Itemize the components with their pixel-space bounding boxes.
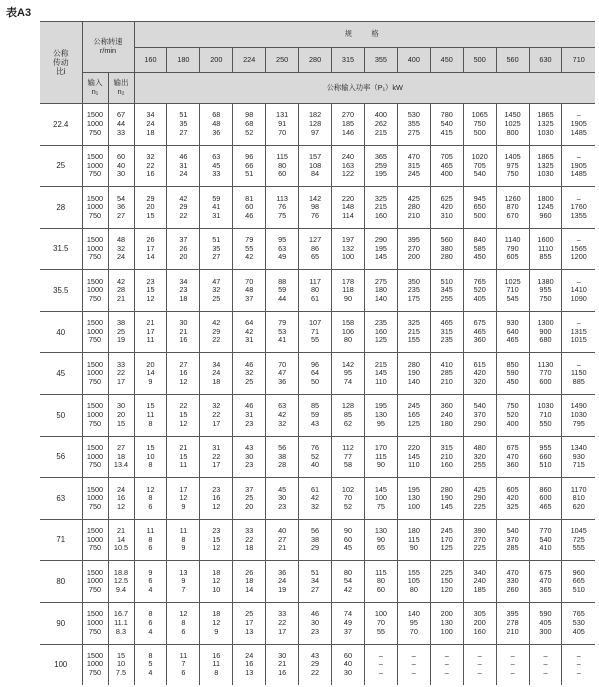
power-cell-500: 305 200 160 xyxy=(463,602,496,644)
power-cell-500: 540 370 290 xyxy=(463,395,496,437)
power-cell-355: 195 130 95 xyxy=(364,395,397,437)
power-cell-315: 178 118 90 xyxy=(332,270,365,312)
power-cell-315: 197 132 100 xyxy=(332,228,365,270)
power-cell-280: 61 42 32 xyxy=(299,478,332,520)
ratio-cell: 63 xyxy=(40,478,82,520)
table-row xyxy=(40,561,595,603)
power-cell-200: 31 22 17 xyxy=(200,436,233,478)
power-cell-180: 12 8 6 xyxy=(167,602,200,644)
power-cell-500: 1065 750 500 xyxy=(463,104,496,146)
power-cell-250: 36 24 19 xyxy=(266,561,299,603)
power-cell-400: 140 95 70 xyxy=(397,602,430,644)
power-cell-200: 59 41 31 xyxy=(200,187,233,229)
power-cell-710: – 1760 1355 xyxy=(562,187,595,229)
output-speed-cell: 60 40 30 xyxy=(108,145,134,187)
power-cell-250: 40 27 21 xyxy=(266,519,299,561)
power-cell-200: 34 24 18 xyxy=(200,353,233,395)
power-cell-250: 88 59 44 xyxy=(266,270,299,312)
power-cell-500: 1020 705 540 xyxy=(463,145,496,187)
input-speed-cell: 1500 1000 750 xyxy=(82,270,108,312)
input-speed-cell: 1500 1000 750 xyxy=(82,602,108,644)
power-cell-180: 34 23 18 xyxy=(167,270,200,312)
power-cell-180: 13 9 7 xyxy=(167,561,200,603)
power-cell-355: 215 145 110 xyxy=(364,353,397,395)
power-cell-280: 46 30 23 xyxy=(299,602,332,644)
power-cell-355: 100 70 55 xyxy=(364,602,397,644)
power-cell-710: – 1410 1090 xyxy=(562,270,595,312)
input-speed-cell: 1500 1000 750 xyxy=(82,104,108,146)
header-ratio: 公称 传动 比i xyxy=(40,22,82,104)
power-cell-355: 235 160 125 xyxy=(364,311,397,353)
power-cell-450: 360 240 180 xyxy=(430,395,463,437)
header-size-224: 224 xyxy=(233,48,266,73)
power-cell-450: 780 540 415 xyxy=(430,104,463,146)
power-cell-400: – – – xyxy=(397,644,430,685)
power-cell-500: 390 270 225 xyxy=(463,519,496,561)
power-cell-160: 15 10 8 xyxy=(134,436,167,478)
power-cell-224: 37 25 20 xyxy=(233,478,266,520)
power-cell-250: 30 21 16 xyxy=(266,644,299,685)
ratio-cell: 50 xyxy=(40,395,82,437)
power-cell-160: 15 11 8 xyxy=(134,395,167,437)
output-speed-cell: 27 18 13.4 xyxy=(108,436,134,478)
power-cell-280: 85 59 43 xyxy=(299,395,332,437)
power-cell-180: 27 16 12 xyxy=(167,353,200,395)
power-cell-250: 70 47 36 xyxy=(266,353,299,395)
ratio-cell: 71 xyxy=(40,519,82,561)
input-speed-cell: 1500 1000 750 xyxy=(82,436,108,478)
power-cell-450: 225 150 120 xyxy=(430,561,463,603)
power-cell-250: 113 76 75 xyxy=(266,187,299,229)
output-speed-cell: 16.7 11.1 8.3 xyxy=(108,602,134,644)
power-cell-450: 705 465 400 xyxy=(430,145,463,187)
header-size-500: 500 xyxy=(463,48,496,73)
power-cell-180: 17 12 9 xyxy=(167,478,200,520)
table-row xyxy=(40,104,595,146)
power-cell-280: 107 71 55 xyxy=(299,311,332,353)
power-cell-200: 23 15 12 xyxy=(200,519,233,561)
power-cell-500: 945 650 500 xyxy=(463,187,496,229)
power-cell-180: 11 7 6 xyxy=(167,644,200,685)
power-cell-450: 410 285 210 xyxy=(430,353,463,395)
power-cell-160: 32 22 16 xyxy=(134,145,167,187)
output-speed-cell: 48 32 24 xyxy=(108,228,134,270)
header-spec: 规 格 xyxy=(134,22,595,48)
power-cell-280: 76 52 40 xyxy=(299,436,332,478)
power-cell-500: 765 520 405 xyxy=(463,270,496,312)
input-speed-cell: 1500 1000 750 xyxy=(82,644,108,685)
power-cell-710: 1490 1030 795 xyxy=(562,395,595,437)
power-cell-560: 675 470 360 xyxy=(496,436,529,478)
power-cell-500: – – – xyxy=(463,644,496,685)
power-cell-560: 930 640 465 xyxy=(496,311,529,353)
power-cell-200: 68 48 36 xyxy=(200,104,233,146)
power-cell-315: 240 163 122 xyxy=(332,145,365,187)
power-cell-400: 245 165 125 xyxy=(397,395,430,437)
power-cell-224: 79 55 42 xyxy=(233,228,266,270)
power-cell-224: 64 42 31 xyxy=(233,311,266,353)
table-row xyxy=(40,644,595,685)
table-row xyxy=(40,478,595,520)
power-cell-250: 115 80 60 xyxy=(266,145,299,187)
power-cell-630: 770 540 410 xyxy=(529,519,562,561)
power-cell-500: 840 585 450 xyxy=(463,228,496,270)
table-row xyxy=(40,145,595,187)
power-cell-280: 96 64 50 xyxy=(299,353,332,395)
table-caption: 表A3 xyxy=(6,7,32,19)
input-speed-cell: 1500 1000 750 xyxy=(82,353,108,395)
power-cell-315: 80 54 42 xyxy=(332,561,365,603)
header-size-280: 280 xyxy=(299,48,332,73)
power-cell-315: 102 70 52 xyxy=(332,478,365,520)
power-cell-224: 70 48 37 xyxy=(233,270,266,312)
power-cell-355: 290 195 145 xyxy=(364,228,397,270)
power-cell-710: – 1315 1015 xyxy=(562,311,595,353)
power-cell-400: 155 105 80 xyxy=(397,561,430,603)
power-cell-355: – – – xyxy=(364,644,397,685)
power-cell-560: 395 278 210 xyxy=(496,602,529,644)
power-cell-250: 33 22 17 xyxy=(266,602,299,644)
power-cell-224: 24 16 13 xyxy=(233,644,266,685)
power-cell-315: 60 40 30 xyxy=(332,644,365,685)
table-row xyxy=(40,436,595,478)
header-size-630: 630 xyxy=(529,48,562,73)
power-cell-160: 20 14 9 xyxy=(134,353,167,395)
table-body xyxy=(40,104,595,686)
power-cell-180: 21 15 11 xyxy=(167,436,200,478)
power-cell-160: 21 17 11 xyxy=(134,311,167,353)
power-cell-160: 34 24 18 xyxy=(134,104,167,146)
power-cell-400: 220 145 110 xyxy=(397,436,430,478)
ratio-cell: 35.5 xyxy=(40,270,82,312)
power-cell-200: 51 35 27 xyxy=(200,228,233,270)
power-cell-160: 29 20 15 xyxy=(134,187,167,229)
ratio-cell: 25 xyxy=(40,145,82,187)
power-cell-400: 425 280 210 xyxy=(397,187,430,229)
power-cell-400: 280 190 140 xyxy=(397,353,430,395)
power-cell-280: 127 86 65 xyxy=(299,228,332,270)
input-speed-cell: 1500 1000 750 xyxy=(82,228,108,270)
power-cell-180: 37 26 20 xyxy=(167,228,200,270)
power-cell-450: 560 380 280 xyxy=(430,228,463,270)
ratio-cell: 40 xyxy=(40,311,82,353)
header-size-560: 560 xyxy=(496,48,529,73)
power-cell-280: 56 38 29 xyxy=(299,519,332,561)
ratio-cell: 90 xyxy=(40,602,82,644)
power-cell-200: 32 22 17 xyxy=(200,395,233,437)
power-cell-710: – 1150 885 xyxy=(562,353,595,395)
power-cell-355: 275 180 140 xyxy=(364,270,397,312)
output-speed-cell: 33 22 17 xyxy=(108,353,134,395)
output-speed-cell: 54 36 27 xyxy=(108,187,134,229)
input-speed-cell: 1500 1000 750 xyxy=(82,145,108,187)
power-cell-500: 480 320 255 xyxy=(463,436,496,478)
output-speed-cell: 30 20 15 xyxy=(108,395,134,437)
ratio-cell: 31.5 xyxy=(40,228,82,270)
header-speed: 公称转速 r/min xyxy=(82,22,134,73)
table-row xyxy=(40,519,595,561)
output-speed-cell: 15 10 7.5 xyxy=(108,644,134,685)
output-speed-cell: 24 16 12 xyxy=(108,478,134,520)
power-cell-355: 130 90 65 xyxy=(364,519,397,561)
power-cell-560: 1450 1025 800 xyxy=(496,104,529,146)
power-cell-355: 325 215 160 xyxy=(364,187,397,229)
header-size-250: 250 xyxy=(266,48,299,73)
power-cell-315: 142 95 74 xyxy=(332,353,365,395)
power-cell-500: 340 240 185 xyxy=(463,561,496,603)
power-cell-710: 1045 725 555 xyxy=(562,519,595,561)
power-cell-224: 46 31 23 xyxy=(233,395,266,437)
power-cell-200: 42 29 22 xyxy=(200,311,233,353)
power-cell-355: 365 259 195 xyxy=(364,145,397,187)
power-cell-710: – 1905 1485 xyxy=(562,104,595,146)
power-cell-280: 43 29 22 xyxy=(299,644,332,685)
output-speed-cell: 21 14 10.5 xyxy=(108,519,134,561)
input-speed-cell: 1500 1000 750 xyxy=(82,311,108,353)
power-cell-250: 95 63 49 xyxy=(266,228,299,270)
input-speed-cell: 1500 1000 750 xyxy=(82,561,108,603)
power-cell-630: 1865 1325 1030 xyxy=(529,104,562,146)
power-cell-450: 200 130 100 xyxy=(430,602,463,644)
header-size-450: 450 xyxy=(430,48,463,73)
power-cell-630: 860 600 465 xyxy=(529,478,562,520)
power-cell-224: 43 30 23 xyxy=(233,436,266,478)
header-size-355: 355 xyxy=(364,48,397,73)
power-cell-560: 750 520 400 xyxy=(496,395,529,437)
power-cell-500: 425 290 225 xyxy=(463,478,496,520)
power-cell-560: 1025 710 545 xyxy=(496,270,529,312)
power-cell-160: 8 6 4 xyxy=(134,602,167,644)
table-row xyxy=(40,270,595,312)
power-cell-560: 1140 790 605 xyxy=(496,228,529,270)
power-cell-160: 11 8 6 xyxy=(134,519,167,561)
power-cell-160: 8 5 4 xyxy=(134,644,167,685)
power-cell-280: 142 98 76 xyxy=(299,187,332,229)
power-cell-560: – – – xyxy=(496,644,529,685)
output-speed-cell: 38 25 19 xyxy=(108,311,134,353)
power-cell-200: 63 45 33 xyxy=(200,145,233,187)
header-size-710: 710 xyxy=(562,48,595,73)
power-cell-224: 46 32 25 xyxy=(233,353,266,395)
power-cell-355: 400 262 215 xyxy=(364,104,397,146)
power-cell-180: 30 21 16 xyxy=(167,311,200,353)
power-cell-500: 675 465 360 xyxy=(463,311,496,353)
power-cell-315: 220 148 114 xyxy=(332,187,365,229)
power-cell-315: 270 185 146 xyxy=(332,104,365,146)
power-cell-560: 850 590 450 xyxy=(496,353,529,395)
power-cell-250: 56 38 28 xyxy=(266,436,299,478)
ratio-cell: 56 xyxy=(40,436,82,478)
power-rating-table xyxy=(40,21,595,685)
power-cell-224: 81 60 46 xyxy=(233,187,266,229)
power-cell-630: 1800 1245 960 xyxy=(529,187,562,229)
power-cell-450: 280 190 145 xyxy=(430,478,463,520)
power-cell-560: 540 370 285 xyxy=(496,519,529,561)
power-cell-450: – – – xyxy=(430,644,463,685)
power-cell-630: 1865 1325 1030 xyxy=(529,145,562,187)
ratio-cell: 28 xyxy=(40,187,82,229)
table-row xyxy=(40,311,595,353)
header-size-200: 200 xyxy=(200,48,233,73)
power-cell-450: 465 315 235 xyxy=(430,311,463,353)
power-cell-710: – – – xyxy=(562,644,595,685)
power-cell-400: 195 130 100 xyxy=(397,478,430,520)
power-cell-560: 470 330 260 xyxy=(496,561,529,603)
table-row xyxy=(40,228,595,270)
power-cell-224: 98 68 52 xyxy=(233,104,266,146)
power-cell-355: 145 100 75 xyxy=(364,478,397,520)
table-row xyxy=(40,353,595,395)
output-speed-cell: 42 28 21 xyxy=(108,270,134,312)
power-cell-180: 51 35 27 xyxy=(167,104,200,146)
power-cell-710: 1170 810 620 xyxy=(562,478,595,520)
input-speed-cell: 1500 1000 750 xyxy=(82,519,108,561)
power-cell-200: 47 32 25 xyxy=(200,270,233,312)
ratio-cell: 100 xyxy=(40,644,82,685)
power-cell-280: 117 80 61 xyxy=(299,270,332,312)
power-cell-315: 74 49 37 xyxy=(332,602,365,644)
header-power: 公称输入功率（P₁）kW xyxy=(134,73,595,104)
power-cell-180: 22 15 12 xyxy=(167,395,200,437)
power-cell-200: 23 16 12 xyxy=(200,478,233,520)
power-cell-500: 615 420 320 xyxy=(463,353,496,395)
power-cell-630: 1130 770 600 xyxy=(529,353,562,395)
power-cell-160: 26 17 14 xyxy=(134,228,167,270)
power-cell-315: 90 60 45 xyxy=(332,519,365,561)
power-cell-355: 115 80 60 xyxy=(364,561,397,603)
power-cell-250: 131 91 70 xyxy=(266,104,299,146)
power-cell-315: 158 106 80 xyxy=(332,311,365,353)
header-size-180: 180 xyxy=(167,48,200,73)
power-cell-710: 1340 930 715 xyxy=(562,436,595,478)
header-input: 输入 n₁ xyxy=(82,73,108,104)
power-cell-315: 112 77 58 xyxy=(332,436,365,478)
power-cell-224: 33 22 18 xyxy=(233,519,266,561)
power-cell-710: – 1565 1200 xyxy=(562,228,595,270)
header-size-160: 160 xyxy=(134,48,167,73)
power-cell-250: 45 30 23 xyxy=(266,478,299,520)
power-cell-710: 765 530 405 xyxy=(562,602,595,644)
power-cell-560: 1260 870 670 xyxy=(496,187,529,229)
power-cell-280: 51 34 27 xyxy=(299,561,332,603)
power-cell-180: 42 29 22 xyxy=(167,187,200,229)
power-cell-450: 510 345 255 xyxy=(430,270,463,312)
power-cell-630: 955 660 510 xyxy=(529,436,562,478)
power-cell-200: 18 12 10 xyxy=(200,561,233,603)
ratio-cell: 45 xyxy=(40,353,82,395)
header-size-315: 315 xyxy=(332,48,365,73)
power-cell-400: 530 355 275 xyxy=(397,104,430,146)
input-speed-cell: 1500 1000 750 xyxy=(82,187,108,229)
power-cell-630: 1300 900 680 xyxy=(529,311,562,353)
power-cell-160: 23 15 12 xyxy=(134,270,167,312)
power-cell-630: – – – xyxy=(529,644,562,685)
output-speed-cell: 67 44 33 xyxy=(108,104,134,146)
power-cell-200: 16 11 8 xyxy=(200,644,233,685)
power-cell-224: 96 66 51 xyxy=(233,145,266,187)
power-cell-250: 63 42 32 xyxy=(266,395,299,437)
power-cell-180: 11 8 9 xyxy=(167,519,200,561)
input-speed-cell: 1500 1000 750 xyxy=(82,395,108,437)
power-cell-450: 625 420 310 xyxy=(430,187,463,229)
power-cell-400: 350 235 175 xyxy=(397,270,430,312)
power-cell-160: 12 8 6 xyxy=(134,478,167,520)
table-row xyxy=(40,395,595,437)
power-cell-224: 26 18 14 xyxy=(233,561,266,603)
power-cell-630: 675 470 365 xyxy=(529,561,562,603)
power-cell-400: 395 270 200 xyxy=(397,228,430,270)
power-cell-180: 46 31 24 xyxy=(167,145,200,187)
power-cell-280: 157 108 84 xyxy=(299,145,332,187)
power-cell-710: – 1905 1485 xyxy=(562,145,595,187)
header-size-400: 400 xyxy=(397,48,430,73)
power-cell-355: 170 115 90 xyxy=(364,436,397,478)
power-cell-450: 245 170 125 xyxy=(430,519,463,561)
power-cell-315: 128 85 62 xyxy=(332,395,365,437)
power-cell-400: 180 115 90 xyxy=(397,519,430,561)
ratio-cell: 80 xyxy=(40,561,82,603)
power-cell-630: 1030 710 550 xyxy=(529,395,562,437)
power-cell-224: 25 17 13 xyxy=(233,602,266,644)
power-cell-450: 315 210 160 xyxy=(430,436,463,478)
power-cell-560: 1405 975 750 xyxy=(496,145,529,187)
power-cell-560: 605 420 325 xyxy=(496,478,529,520)
power-cell-630: 1380 955 750 xyxy=(529,270,562,312)
header-output: 输出 n₂ xyxy=(108,73,134,104)
power-cell-400: 325 215 155 xyxy=(397,311,430,353)
input-speed-cell: 1500 1000 750 xyxy=(82,478,108,520)
power-cell-400: 470 315 245 xyxy=(397,145,430,187)
table-row xyxy=(40,602,595,644)
table-row xyxy=(40,187,595,229)
power-cell-280: 182 128 97 xyxy=(299,104,332,146)
power-cell-160: 9 6 4 xyxy=(134,561,167,603)
power-cell-710: 960 665 510 xyxy=(562,561,595,603)
power-cell-630: 1600 1110 855 xyxy=(529,228,562,270)
power-cell-250: 79 53 41 xyxy=(266,311,299,353)
ratio-cell: 22.4 xyxy=(40,104,82,146)
power-cell-630: 590 405 300 xyxy=(529,602,562,644)
power-cell-200: 18 12 9 xyxy=(200,602,233,644)
output-speed-cell: 18.8 12.5 9.4 xyxy=(108,561,134,603)
